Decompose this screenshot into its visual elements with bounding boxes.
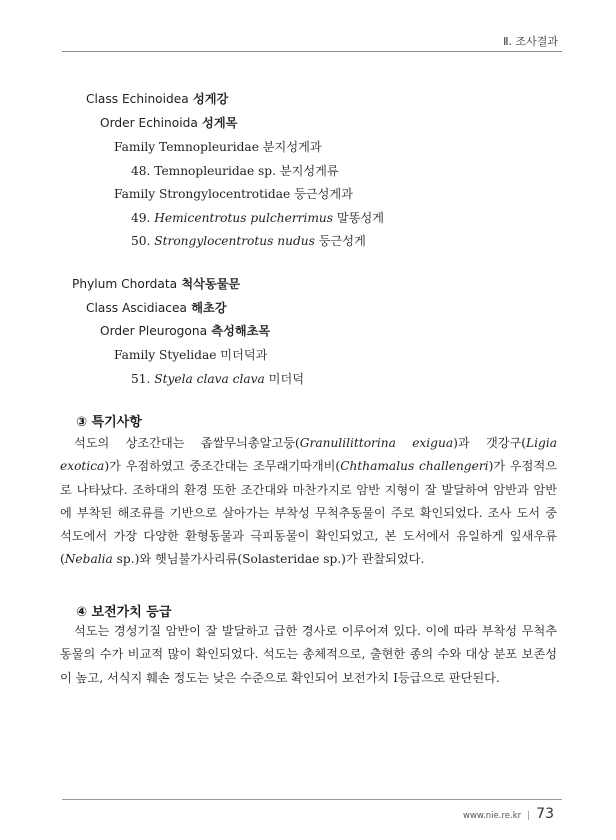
taxon-text-part: 해초강 [186,301,227,315]
scientific-name: Nebalia [64,552,113,567]
taxon-text-part: 49. [131,211,155,225]
taxon-order-pleurogona [100,323,270,339]
taxon-text-part: 50. [131,234,155,248]
body-text: 석도의 상조간대는 좁쌀무늬총알고둥( [74,436,300,450]
footer [463,803,554,822]
taxon-text-part: Family Temnopleuridae 분지성게과 [114,140,322,154]
taxon-text-part: Class Echinoidea [86,92,189,106]
footer-rule [62,799,562,800]
taxon-class-ascidiacea [86,300,227,316]
taxon-text-part: 48. Temnopleuridae sp. 분지성게류 [131,164,339,178]
taxon-text-part: 척삭동물문 [177,277,241,291]
taxon-phylum-chordata [72,276,240,292]
taxon-order-echinoida [100,115,237,131]
body-text: )가 우점적으로 나타났다. 조하대의 환경 또한 조간대와 마찬가지로 암반 지형이 잘 발달하여 암반과 암반에 부착된 해조류를 기반으로 살아가는 부착성 무척추동물이 주로 확인되었다. 조사 도서 중 석도에서 가장 다양한 환형동물과 극피동물이 확인되었고, 본 도서에서 유일하게 잎새우류( [60,459,557,567]
taxon-text-part: 51. [131,372,155,386]
taxon-text-part: Hemicentrotus pulcherrimus [154,211,334,225]
scientific-name: Granulilittorina exigua [299,436,454,450]
taxon-text-part: 성게목 [197,116,238,130]
taxon-text-part: Order Pleurogona [100,324,208,338]
scientific-name: Ligia exotica [60,436,558,474]
section3-heading: ③ 특기사항 [76,415,142,430]
taxon-text-part: Phylum Chordata [72,277,178,291]
body-text: )가 우점하였고 중조간대는 조무래기따개비( [104,459,341,474]
section3-body [60,432,557,572]
taxon-text-part: Family Styelidae 미더덕과 [114,348,268,362]
taxon-species-48 [131,163,339,179]
taxon-text-part: Order Echinoida [100,116,198,130]
footer-separator: | [527,811,531,821]
taxon-text-part: Family Strongylocentrotidae 둥근성게과 [114,187,353,201]
taxon-species-49 [131,210,384,226]
taxon-text-part: Strongylocentrotus nudus [154,234,315,248]
taxon-family-styelidae [114,347,267,363]
section4-body [60,620,557,690]
body-text: )과 갯강구( [453,436,527,450]
taxon-class-echinoidea [86,91,228,107]
body-text: 석도는 경성기질 암반이 잘 발달하고 급한 경사로 이루어져 있다. 이에 따라 부착성 무척추동물의 수가 비교적 많이 확인되었다. 석도는 총체적으로, 출현한 종의 수와 대상 분포 보존성이 높고, 서식지 훼손 정도는 낮은 수준으로 확인되어 보전가치 Ⅰ등급으로 판단된다. [60,624,557,685]
taxon-text-part: Styela clava clava [154,372,265,386]
taxon-family-strongylocentrotidae [114,186,353,202]
header-rule [62,51,562,52]
taxon-text-part: 말똥성게 [333,211,385,225]
taxon-text-part: 미더덕 [264,372,305,386]
body-text: sp.)와 햇님불가사리류(Solasteridae sp.)가 관찰되었다. [112,552,425,567]
footer-url[interactable]: www.nie.re.kr [463,811,522,821]
taxon-text-part: 둥근성게 [314,234,366,248]
taxon-species-51 [131,371,304,387]
running-header: Ⅱ. 조사결과 [503,35,558,48]
taxon-text-part: 측성해초목 [207,324,271,338]
page-number: 73 [536,806,554,822]
taxon-family-temnopleuridae [114,139,322,155]
taxon-species-50 [131,233,366,249]
scientific-name: Chthamalus challengeri [340,459,489,474]
taxon-text-part: 성게강 [188,92,229,106]
section4-heading: ④ 보전가치 등급 [76,605,172,620]
taxon-text-part: Class Ascidiacea [86,301,187,315]
